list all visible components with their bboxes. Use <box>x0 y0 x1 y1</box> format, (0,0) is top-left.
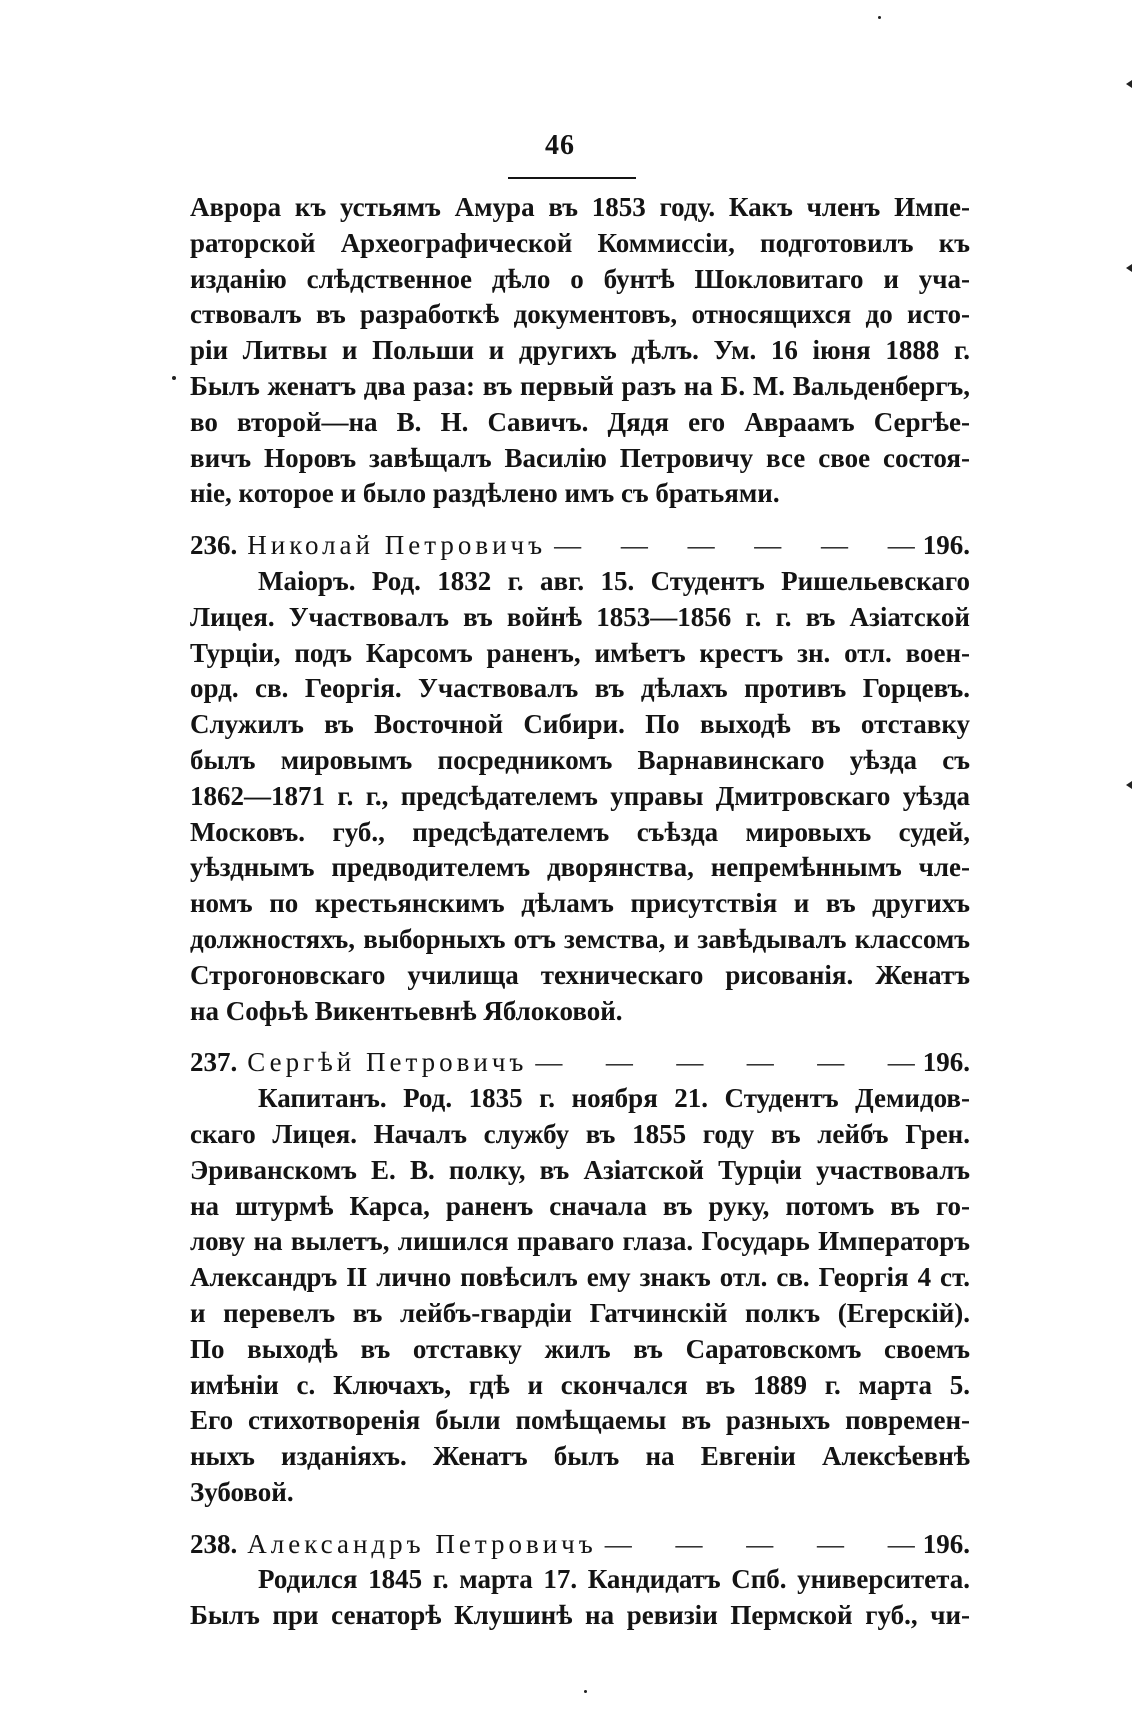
text-line: и перевелъ въ лейбъ-гвардіи Гатчинскій полкъ (Егерскій). <box>190 1297 970 1328</box>
scan-speck <box>584 1690 587 1693</box>
text-line: Былъ при сенаторѣ Клушинѣ на ревизіи Пермской губ., чи- <box>190 1600 970 1631</box>
text-line: ныхъ изданіяхъ. Женатъ былъ на Евгеніи Алексѣевнѣ <box>190 1441 970 1472</box>
entry-number: 238. <box>190 1528 238 1559</box>
text-line: ріи Литвы и Польши и другихъ дѣлъ. Ум. 16 іюня 1888 г. <box>190 335 970 366</box>
text-line: лову на вылетъ, лишился праваго глаза. Государь Императоръ <box>190 1226 970 1257</box>
entry-name: Сергѣй Петровичъ <box>247 1047 528 1078</box>
text-line: ствовалъ въ разработкѣ документовъ, относящихся до исто- <box>190 299 970 330</box>
text-line: Лицея. Участвовалъ въ войнѣ 1853—1856 г. г. въ Азіатской <box>190 601 970 632</box>
intro-paragraph <box>190 190 970 512</box>
text-line: Эриванскомъ Е. В. полку, въ Азіатской Турціи участвовалъ <box>190 1154 970 1185</box>
entry-name: Александръ Петровичъ <box>247 1528 597 1559</box>
text-line: орд. св. Георгія. Участвовалъ въ дѣлахъ противъ Горцевъ. <box>190 673 970 704</box>
text-line: Маіоръ. Род. 1832 г. авг. 15. Студентъ Ришельевскаго <box>258 565 970 596</box>
paragraph-gap <box>190 512 970 528</box>
scan-speck <box>1126 781 1132 789</box>
text-line: По выходѣ въ отставку жилъ въ Саратовскомъ своемъ <box>190 1333 970 1364</box>
text-line: Капитанъ. Род. 1835 г. ноября 21. Студентъ Демидов- <box>258 1083 970 1114</box>
text-line: на штурмѣ Карса, раненъ сначала въ руку, потомъ въ го- <box>190 1190 970 1221</box>
entry-236 <box>190 528 970 1029</box>
page-number: 46 <box>545 130 575 161</box>
text-line: 1862—1871 г. г., предсѣдателемъ управы Дмитровскаго уѣзда <box>190 780 970 811</box>
text-line: былъ мировымъ посредникомъ Варнавинскаго уѣзда съ <box>190 744 970 775</box>
text-line: Строгоновскаго училища техническаго рисованія. Женатъ <box>190 959 970 990</box>
entry-heading <box>190 1527 970 1563</box>
entry-generation: 196. <box>922 1528 970 1559</box>
scan-speck <box>1126 264 1132 272</box>
scan-speck <box>878 16 881 19</box>
text-line: Аврора къ устьямъ Амура въ 1853 году. Какъ членъ Импе- <box>190 192 970 222</box>
entry-name: Николай Петровичъ <box>247 530 547 561</box>
text-line: Его стихотворенія были помѣщаемы въ разныхъ повремен- <box>190 1405 970 1436</box>
text-line: изданію слѣдственное дѣло о бунтѣ Шокловитаго и уча- <box>190 263 970 294</box>
entry-dashes: — — — — — <box>604 1528 915 1559</box>
entry-heading <box>190 528 970 564</box>
text-line: Былъ женатъ два раза: въ первый разъ на Б. М. Вальденбергъ, <box>190 370 970 401</box>
text-line: во второй—на В. Н. Савичъ. Дядя его Авраамъ Сергѣе- <box>190 406 970 437</box>
text-line: раторской Археографической Коммиссіи, подготовилъ къ <box>190 227 970 258</box>
text-line: Турціи, подъ Карсомъ раненъ, имѣетъ крестъ зн. отл. воен- <box>190 637 970 668</box>
text-line: Александръ II лично повѣсилъ ему знакъ отл. св. Георгія 4 ст. <box>190 1262 970 1293</box>
text-line: номъ по крестьянскимъ дѣламъ присутствія и въ другихъ <box>190 888 970 919</box>
entry-generation: 196. <box>922 530 970 561</box>
entry-dashes: — — — — — — <box>554 530 915 561</box>
text-line: Родился 1845 г. марта 17. Кандидатъ Спб. университета. <box>258 1564 970 1595</box>
text-line: на Софьѣ Викентьевнѣ Яблоковой. <box>190 995 623 1026</box>
header-rule <box>508 177 636 179</box>
entry-237 <box>190 1045 970 1510</box>
text-line: Служилъ въ Восточной Сибири. По выходѣ въ отставку <box>190 709 970 740</box>
text-line: вичъ Норовъ завѣщалъ Василію Петровичу все свое состоя- <box>190 442 970 473</box>
scan-speck <box>172 376 176 380</box>
text-line: ніе, которое и было раздѣлено имъ съ братьями. <box>190 478 780 509</box>
paragraph-gap <box>190 1511 970 1527</box>
body-text <box>190 190 970 1634</box>
scan-speck <box>1126 80 1132 88</box>
entry-dashes: — — — — — — <box>535 1047 915 1078</box>
entry-generation: 196. <box>922 1047 970 1078</box>
text-line: уѣзднымъ предводителемъ дворянства, непремѣннымъ чле- <box>190 852 970 883</box>
entry-heading <box>190 1045 970 1081</box>
text-line: должностяхъ, выборныхъ отъ земства, и завѣдывалъ классомъ <box>190 923 970 954</box>
entry-number: 237. <box>190 1047 238 1078</box>
text-line: Зубовой. <box>190 1476 294 1507</box>
entry-238 <box>190 1527 970 1634</box>
entry-number: 236. <box>190 530 238 561</box>
text-line: Московъ. губ., предсѣдателемъ съѣзда мировыхъ судей, <box>190 816 970 847</box>
text-line: имѣніи с. Ключахъ, гдѣ и скончался въ 1889 г. марта 5. <box>190 1369 970 1400</box>
text-line: скаго Лицея. Началъ службу въ 1855 году въ лейбъ Грен. <box>190 1118 970 1149</box>
paragraph-gap <box>190 1029 970 1045</box>
